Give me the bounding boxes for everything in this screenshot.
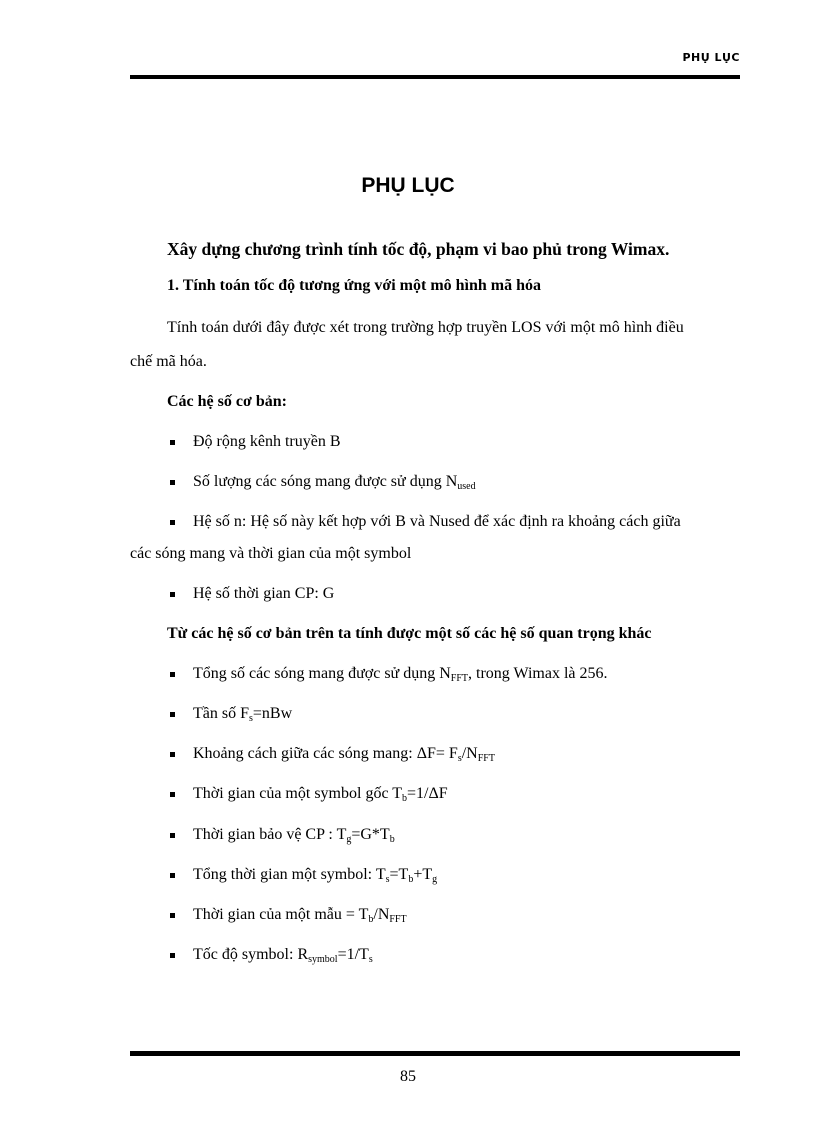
list-item-text: Số lượng các sóng mang được sử dụng $N_{used}$ — [193, 473, 476, 492]
square-bullet-icon — [170, 953, 175, 958]
list-item-text: Thời gian bảo vệ CP : $T_g=G*T_b$ — [193, 826, 395, 845]
page-number: 85 — [400, 1068, 416, 1085]
square-bullet-icon — [170, 520, 175, 525]
list-item-text-line-1: Hệ số n: Hệ số này kết hợp với B và Nused để xác định ra khoảng cách giữa — [193, 513, 681, 530]
list-item-text: Khoảng cách giữa các sóng mang: $\Delta F= F_s/N_{FFT}$ — [193, 745, 495, 764]
square-bullet-icon — [170, 752, 175, 757]
footer-rule — [130, 1051, 740, 1056]
square-bullet-icon — [170, 873, 175, 878]
square-bullet-icon — [170, 913, 175, 918]
square-bullet-icon — [170, 672, 175, 677]
intro-line-1: Tính toán dưới đây được xét trong trường hợp truyền LOS với một mô hình điều — [167, 319, 684, 336]
list-item-text: Thời gian của một symbol gốc $T_b=1/\Delta F$ — [193, 785, 448, 804]
list-item-text: Thời gian của một mẫu = $T_b/N_{FFT}$ — [193, 906, 407, 925]
list-item-text: Tổng thời gian một symbol: $T_s=T_b+T_g$ — [193, 866, 438, 885]
list-item-text: Tốc độ symbol: $R_{symbol}=1/T_s$ — [193, 946, 373, 965]
list-item-text: Tổng số các sóng mang được sử dụng $N_{FFT}$, trong Wimax là 256. — [193, 665, 608, 684]
square-bullet-icon — [170, 440, 175, 445]
list-item-text-line-2: các sóng mang và thời gian của một symbol — [130, 545, 412, 562]
basic-coefficients-heading: Các hệ số cơ bản: — [167, 393, 287, 410]
derived-coefficients-heading: Từ các hệ số cơ bản trên ta tính được một số các hệ số quan trọng khác — [167, 625, 652, 642]
running-header: PHỤ LỤC — [682, 51, 740, 64]
page-title: PHỤ LỤC — [361, 174, 455, 197]
list-item-text: Độ rộng kênh truyền B — [193, 433, 341, 450]
subsection-heading: 1. Tính toán tốc độ tương ứng với một mô hình mã hóa — [167, 277, 542, 294]
header-rule — [130, 75, 740, 79]
square-bullet-icon — [170, 480, 175, 485]
square-bullet-icon — [170, 792, 175, 797]
square-bullet-icon — [170, 833, 175, 838]
list-item-text: Hệ số thời gian CP: G — [193, 585, 335, 602]
square-bullet-icon — [170, 712, 175, 717]
section-heading: Xây dựng chương trình tính tốc độ, phạm vi bao phủ trong Wimax. — [167, 239, 670, 259]
list-item-text: Tần số $F_s=nBw$ — [193, 705, 293, 724]
intro-line-2: chế mã hóa. — [130, 353, 207, 370]
square-bullet-icon — [170, 592, 175, 597]
